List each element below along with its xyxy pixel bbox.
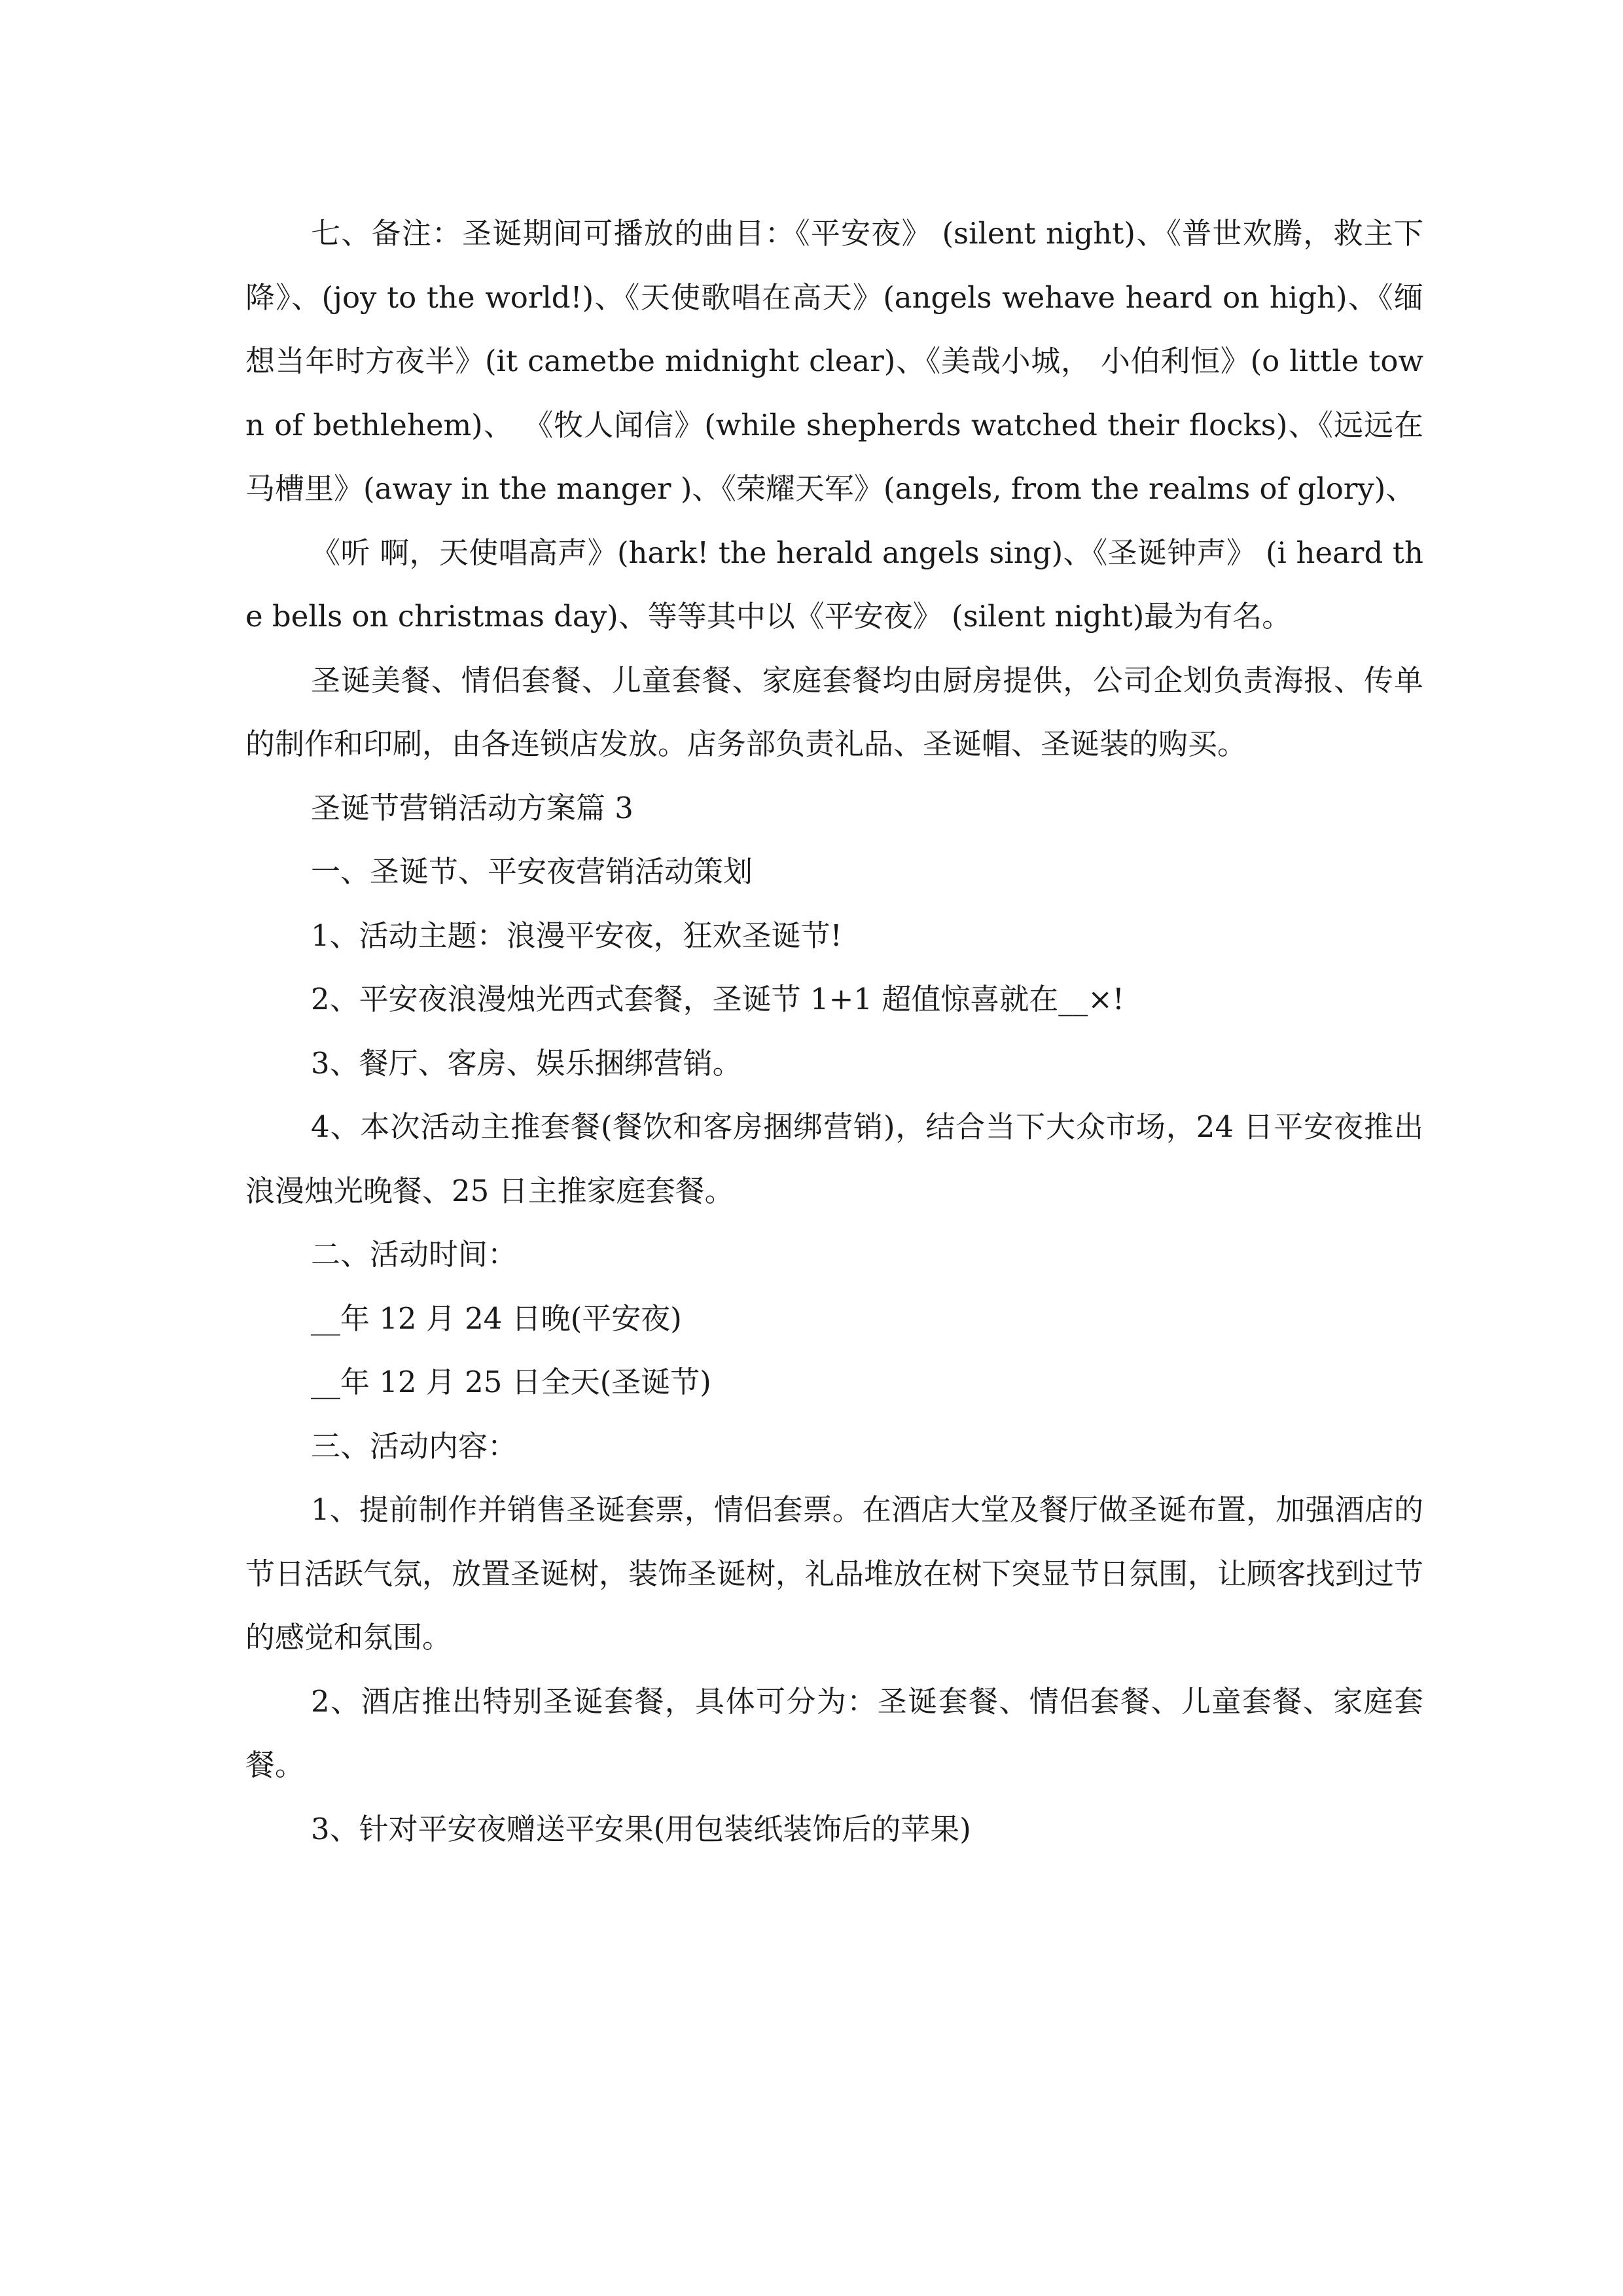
- paragraph-music-list-continued: 《听 啊，天使唱高声》(hark! the herald angels sing)、《圣诞钟声》 (i heard the bells on christmas day)、等等其中以《平安夜》 (silent night)最为有名。: [245, 535, 1423, 634]
- content-item-3: 3、针对平安夜赠送平安果(用包装纸装饰后的苹果): [311, 1811, 971, 1846]
- content-item-1: 1、提前制作并销售圣诞套票，情侣套票。在酒店大堂及餐厅做圣诞布置，加强酒店的节日活跃气氛，放置圣诞树，装饰圣诞树，礼品堆放在树下突显节日氛围，让顾客找到过节的感觉和氛围。: [245, 1492, 1424, 1655]
- date-line-2: __年 12 月 25 日全天(圣诞节): [311, 1365, 711, 1399]
- section-heading-3: 三、活动内容：: [311, 1428, 518, 1463]
- section-title-plan-3: 圣诞节营销活动方案篇 3: [311, 790, 633, 825]
- document-body: [245, 202, 1423, 1861]
- paragraph-music-list: 七、备注：圣诞期间可播放的曲目：《平安夜》 (silent night)、《普世欢腾，救主下降》、(joy to the world!)、《天使歌唱在高天》(angels wehave heard on high)、《缅想当年时方夜半》(it cametbe midnight clear)、《美哉小城， 小伯利恒》(o little town of bethlehem)、 《牧人闻信》(while shepherds watched their flocks)、《远远在马槽里》(away in the manger )、《荣耀天军》(angels, from the realms of glory)、: [245, 216, 1423, 506]
- content-item-2: 2、酒店推出特别圣诞套餐，具体可分为：圣诞套餐、情侣套餐、儿童套餐、家庭套餐。: [245, 1683, 1423, 1782]
- list-item-main-package: 4、本次活动主推套餐(餐饮和客房捆绑营销)，结合当下大众市场，24 日平安夜推出浪漫烛光晚餐、25 日主推家庭套餐。: [245, 1109, 1423, 1208]
- paragraph-meal-responsibility: 圣诞美餐、情侣套餐、儿童套餐、家庭套餐均由厨房提供，公司企划负责海报、传单的制作和印刷，由各连锁店发放。店务部负责礼品、圣诞帽、圣诞装的购买。: [245, 662, 1423, 761]
- section-heading-1: 一、圣诞节、平安夜营销活动策划: [311, 854, 753, 889]
- list-item-theme: 1、活动主题：浪漫平安夜，狂欢圣诞节!: [311, 918, 842, 953]
- list-item-set-meal: 2、平安夜浪漫烛光西式套餐，圣诞节 1+1 超值惊喜就在__×!: [311, 982, 1124, 1016]
- list-item-bundle: 3、餐厅、客房、娱乐捆绑营销。: [311, 1045, 742, 1081]
- section-heading-2: 二、活动时间：: [311, 1237, 518, 1272]
- date-line-1: __年 12 月 24 日晚(平安夜): [311, 1300, 682, 1336]
